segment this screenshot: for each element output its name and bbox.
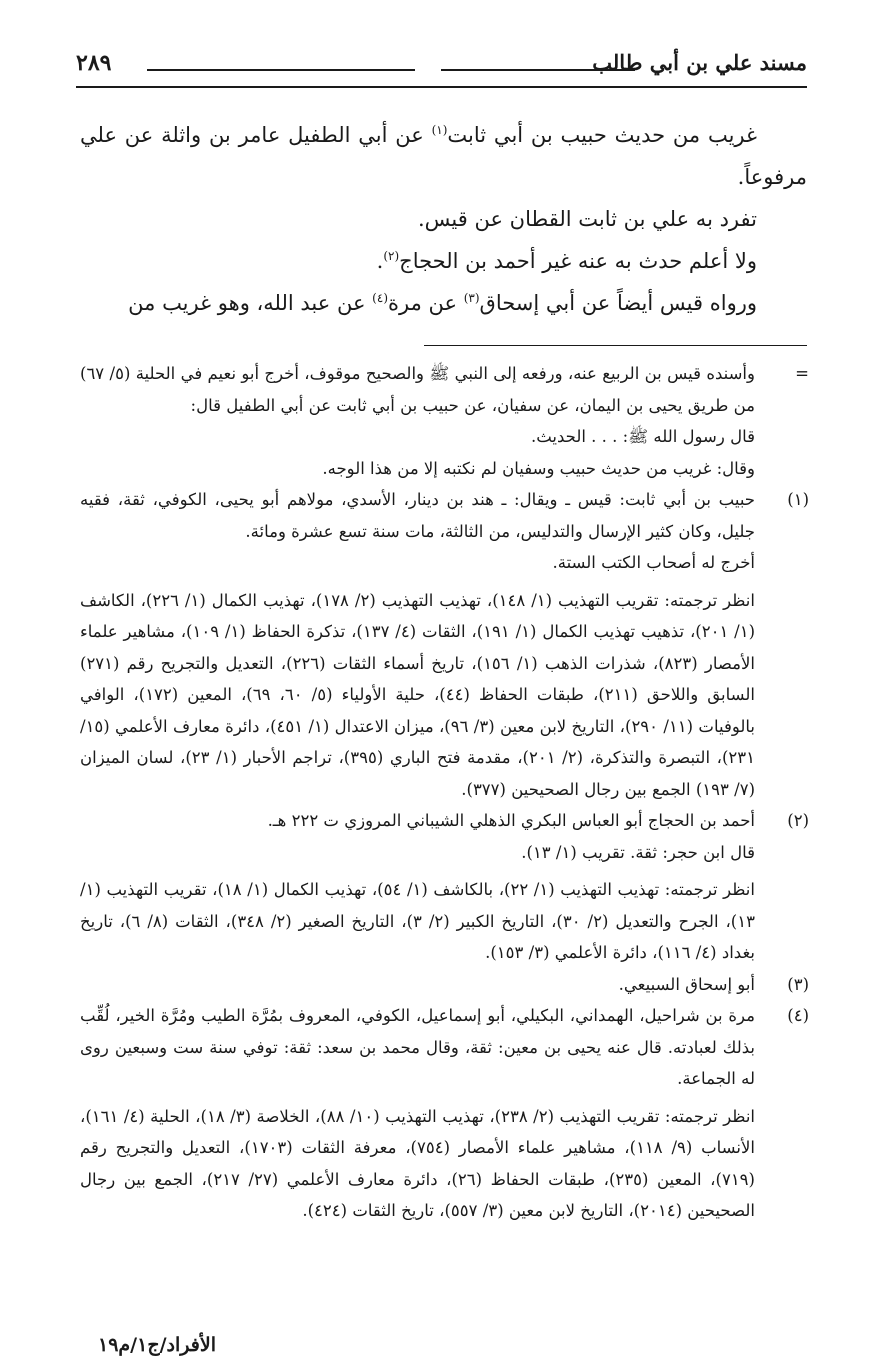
body-paragraph xyxy=(80,282,807,324)
body-paragraph xyxy=(80,198,807,240)
footnote-mark: = xyxy=(795,364,809,383)
footnote-ref: (٢) xyxy=(383,249,400,263)
footnotes xyxy=(80,358,813,1227)
footnote-paragraph: أبو إسحاق السبيعي. xyxy=(618,974,755,994)
body-text-run: عن عبد الله، وهو غريب من xyxy=(128,291,373,315)
footnote-ref: (٣) xyxy=(463,291,480,305)
footnote-mark: (٤) xyxy=(787,1006,809,1025)
footnote-mark: (٢) xyxy=(787,811,809,830)
footnote-paragraph: انظر ترجمته: تقريب التهذيب (٢/ ٢٣٨)، تهذيب التهذيب (١٠/ ٨٨)، الخلاصة (٣/ ١٨)، الحلية (٤/ ١٦١)، الأنساب (٩/ ١١٨)، مشاهير علماء الأمصار (٧٥٤)، معرفة الثقات (١٧٠٣)، التعديل والتجريح رقم (٧١٩)، المعين (٢٣٥)، طبقات الحفاظ (٢٦)، دائرة معارف الأعلمي (٢٧/ ٢١٧)، الجمع بين رجال الصحيحين (٢٠١٤)، التاريخ لابن معين (٣/ ٥٥٧)، تاريخ الثقات (٤٢٤). xyxy=(80,1106,756,1220)
footnote-paragraph: أخرج له أصحاب الكتب الستة. xyxy=(552,553,755,572)
body-paragraph xyxy=(80,114,807,198)
footnote-paragraph: حبيب بن أبي ثابت: قيس ـ ويقال: ـ هند بن دينار، الأسدي، مولاهم أبو يحيى، الكوفي، ثقة، فقيه جليل، وكان كثير الإرسال والتدليس، من الثالثة، مات سنة تسع عشرة ومائة. xyxy=(80,490,755,541)
body-text-run: عن مرة xyxy=(388,291,464,315)
body-text-run: ورواه قيس أيضاً عن أبي إسحاق xyxy=(479,291,757,315)
footnote-paragraph: أحمد بن الحجاج أبو العباس البكري الذهلي الشيباني المروزي ت ٢٢٢ هـ. xyxy=(267,811,755,830)
body-text-run: ولا أعلم حدث به عنه غير أحمد بن الحجاج xyxy=(399,249,757,273)
footnote-paragraph: قال رسول الله ﷺ: . . . الحديث. xyxy=(530,427,755,446)
footnote-ref: (١) xyxy=(431,123,448,137)
main-text xyxy=(80,114,807,324)
page-number: ٢٨٩ xyxy=(76,50,112,76)
footnote-4 xyxy=(80,1000,813,1227)
running-title: مسند علي بن أبي طالب xyxy=(592,50,807,75)
footnote-ref: (٤) xyxy=(372,291,388,305)
header-dash xyxy=(441,69,635,71)
body-text-run: . xyxy=(376,249,384,273)
footnote-paragraph: انظر ترجمته: تقريب التهذيب (١/ ١٤٨)، تهذيب التهذيب (٢/ ١٧٨)، تهذيب الكمال (١/ ٢٢٦)، الكاشف (١/ ٢٠١)، تذهيب تهذيب الكمال (١/ ١٩١)، الثقات (٤/ ١٣٧)، تذكرة الحفاظ (١/ ١٠٩)، مشاهير علماء الأمصار (٨٢٣)، شذرات الذهب (١/ ١٥٦)، تاريخ أسماء الثقات (٢٢٦)، التعديل والتجريح رقم (٢٧١) السابق واللاحق (٢١١)، طبقات الحفاظ (٤٤)، حلية الأولياء (٥/ ٦٠، ٦٩)، المعين (١٧٢)، الوافي بالوفيات (١١/ ٢٩٠)، التاريخ لابن معين (٣/ ٩٦)، ميزان الاعتدال (١/ ٤٥١)، دائرة معارف الأعلمي (١٥/ ٢٣١)، التبصرة والتذكرة، (٢/ ٢٠١)، مقدمة فتح الباري (٣٩٥)، تراجم الأحبار (١/ ٢٣)، لسان الميزان (٧/ ١٩٣) الجمع بين رجال الصحيحين (٣٧٧). xyxy=(80,590,756,799)
footnote-paragraph: انظر ترجمته: تهذيب التهذيب (١/ ٢٢)، بالكاشف (١/ ٥٤)، تهذيب الكمال (١/ ١٨)، تقريب التهذيب (١/ ١٣)، الجرح والتعديل (٢/ ٣٠)، التاريخ الكبير (٢/ ٣)، التاريخ الصغير (٢/ ٣٤٨)، الثقات (٨/ ٦)، تاريخ بغداد (٤/ ١١٦)، دائرة الأعلمي (٣/ ١٥٣). xyxy=(80,880,755,962)
footnote-paragraph: قال ابن حجر: ثقة. تقريب (١/ ١٣). xyxy=(521,842,755,862)
header-dash xyxy=(147,69,415,71)
footnote-paragraph: وقال: غريب من حديث حبيب وسفيان لم نكتبه إلا من هذا الوجه. xyxy=(322,458,755,478)
body-text-run: عن أبي الطفيل عامر بن واثلة عن علي مرفوعاً. xyxy=(80,123,807,189)
footnote-paragraph: مرة بن شراحيل، الهمداني، البكيلي، أبو إسماعيل، الكوفي، المعروف بمُرَّة الطيب ومُرَّة الخير، لُقِّب بذلك لعبادته. قال عنه يحيى بن معين: ثقة، وقال محمد بن سعد: ثقة: توفي سنة ست وسبعين روى له الجماعة. xyxy=(80,1006,755,1088)
footnote-mark: (١) xyxy=(787,490,809,509)
printer-signature: الأفراد/ج١/م١٩ xyxy=(98,1334,216,1356)
footnote-paragraph: وأسنده قيس بن الربيع عنه، ورفعه إلى النبي ﷺ والصحيح موقوف، أخرج أبو نعيم في الحلية (٥/ ٦٧) من طريق يحيى بن اليمان، عن سفيان، عن حبيب بن أبي ثابت عن أبي الطفيل قال: xyxy=(80,364,755,415)
body-text-run: غريب من حديث حبيب بن أبي ثابت xyxy=(447,123,757,147)
footnote-mark: (٣) xyxy=(787,974,809,994)
header-rule xyxy=(76,86,807,88)
footnote-3 xyxy=(80,969,813,1001)
body-paragraph xyxy=(80,240,807,282)
footnote-2 xyxy=(80,805,813,969)
footnote-separator xyxy=(424,345,807,346)
footnote-1 xyxy=(80,484,813,805)
body-text-run: تفرد به علي بن ثابت القطان عن قيس. xyxy=(417,207,757,231)
page-header xyxy=(76,50,807,86)
footnote-continuation xyxy=(80,358,813,484)
